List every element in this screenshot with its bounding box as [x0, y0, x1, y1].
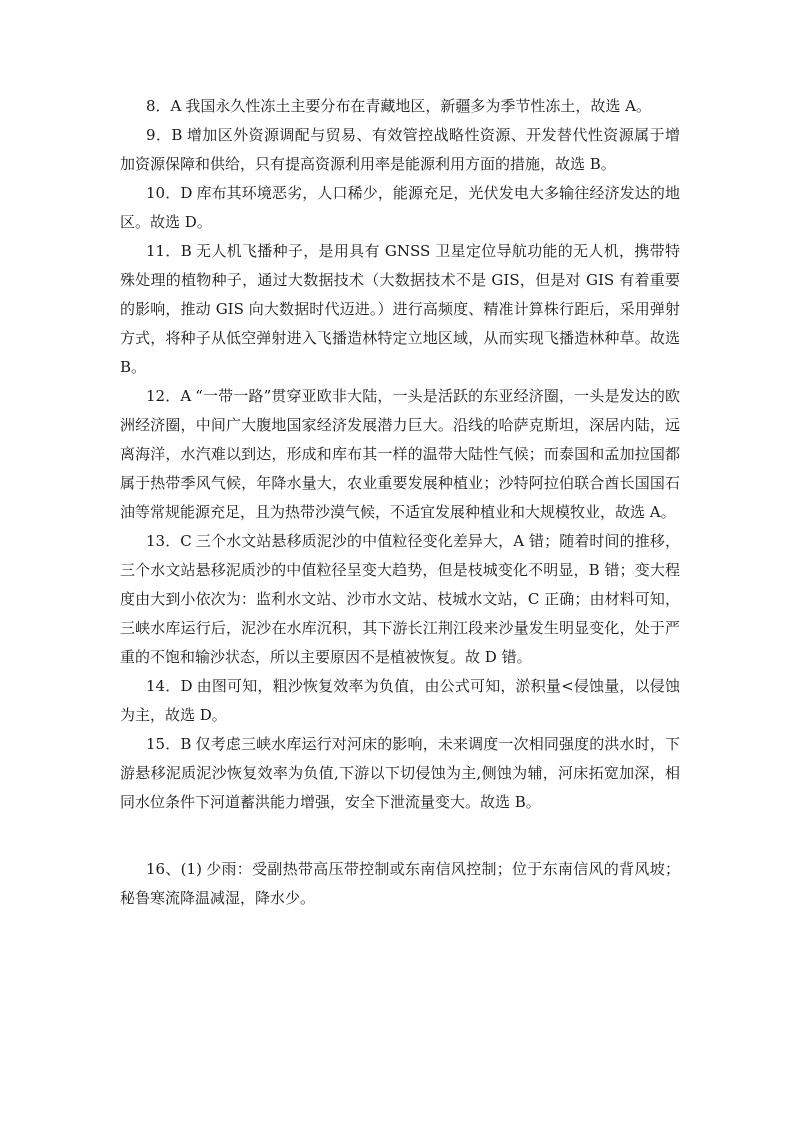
answer-text: 三个水文站悬移质泥沙的中值粒径变化差异大，A 错；随着时间的推移，三个水文站悬移泥质沙的中值粒径呈变大趋势，但是枝城变化不明显，B 错；变大程度由大到小依次为：监利水文站、沙市水文站、枝城水文站，C 正确；由材料可知，三峡水库运行后，泥沙在水库沉积，其下游长江荆江段来沙量发生明显变化，处于严重的不饱和输沙状态，所以主要原因不是植被恢复。故 D 错。 [120, 532, 680, 666]
answer-q8 [120, 92, 680, 121]
answer-q13 [120, 527, 680, 672]
answer-number: 9．B [146, 126, 183, 144]
answer-text: 由图可知，粗沙恢复效率为负值，由公式可知，淤积量<侵蚀量，以侵蚀为主，故选 D。 [120, 677, 680, 724]
answer-q15 [120, 730, 680, 817]
answer-text: 仅考虑三峡水库运行对河床的影响，未来调度一次相同强度的洪水时，下游悬移泥质泥沙恢复效率为负值,下游以下切侵蚀为主,侧蚀为辅，河床拓宽加深，相同水位条件下河道蓄洪能力增强，安全下泄流量变大。故选 B。 [120, 735, 680, 811]
answer-number: 11．B [146, 242, 192, 260]
answer-text: 增加区外资源调配与贸易、有效管控战略性资源、开发替代性资源属于增加资源保障和供给，只有提高资源利用率是能源利用方面的措施，故选 B。 [120, 126, 680, 173]
answer-text: 库布其环境恶劣，人口稀少，能源充足，光伏发电大多输往经济发达的地区。故选 D。 [120, 184, 680, 231]
answer-q11 [120, 237, 680, 382]
answer-number: 16、(1) [146, 860, 202, 878]
answer-q9 [120, 121, 680, 179]
answer-number: 15．B [146, 735, 192, 753]
answer-text: 少雨：受副热带高压带控制或东南信风控制；位于东南信风的背风坡；秘鲁寒流降温减湿，降水少。 [120, 860, 680, 907]
answer-document [120, 92, 680, 913]
answer-number: 14．D [146, 677, 193, 695]
answer-number: 12．A [146, 387, 192, 405]
answer-number: 8．A [146, 97, 182, 115]
answer-text: 我国永久性冻土主要分布在青藏地区，新疆多为季节性冻土，故选 A。 [185, 97, 651, 115]
answer-number: 13．C [146, 532, 192, 550]
answer-q12 [120, 382, 680, 527]
answer-text: “一带一路”贯穿亚欧非大陆，一头是活跃的东亚经济圈，一头是发达的欧洲经济圈，中间广大腹地国家经济发展潜力巨大。沿线的哈萨克斯坦，深居内陆，远离海洋，水汽难以到达，形成和库布其一样的温带大陆性气候；而泰国和孟加拉国都属于热带季风气候，年降水量大，农业重要发展种植业；沙特阿拉伯联合酋长国国石油等常规能源充足，且为热带沙漠气候，不适宜发展种植业和大规模牧业，故选 A。 [120, 387, 680, 521]
answer-q16-part1 [120, 855, 680, 913]
answer-q14 [120, 672, 680, 730]
section-gap [120, 817, 680, 855]
answer-number: 10．D [146, 184, 193, 202]
answer-q10 [120, 179, 680, 237]
answer-text: 无人机飞播种子，是用具有 GNSS 卫星定位导航功能的无人机，携带特殊处理的植物种子，通过大数据技术（大数据技术不是 GIS，但是对 GIS 有着重要的影响，推动 GIS 向大数据时代迈进。）进行高频度、精准计算株行距后，采用弹射方式，将种子从低空弹射进入飞播造林特定立地区域，从而实现飞播造林种草。故选 B。 [120, 242, 680, 376]
